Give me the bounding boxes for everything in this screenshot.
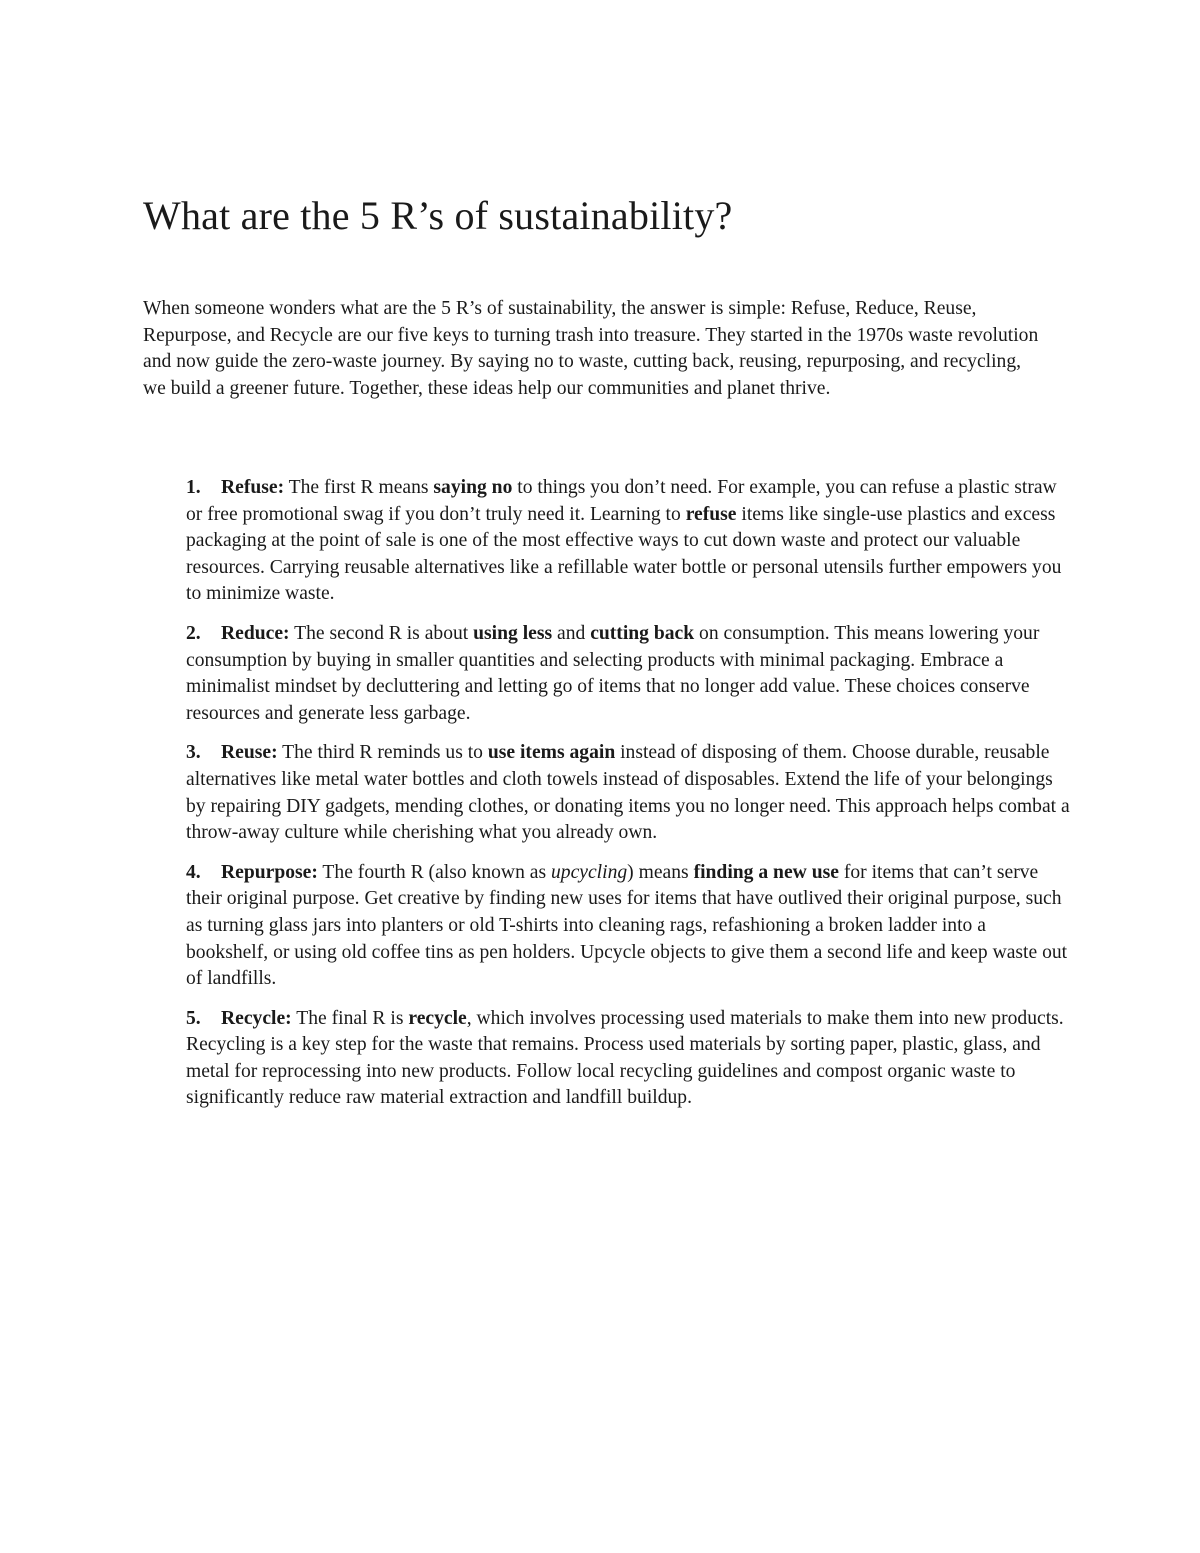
list-item-repurpose	[0, 860, 1200, 993]
list-number: 5.	[186, 1007, 201, 1029]
item-term: Reduce:	[221, 622, 290, 644]
emphasis: finding a new use	[693, 861, 839, 883]
italic-term: upcycling	[551, 861, 628, 883]
emphasis: using less	[473, 622, 553, 644]
emphasis: use items again	[487, 742, 616, 764]
list-item-reuse	[0, 740, 1200, 846]
list-item-text: Refuse: The first R means saying no to things you don’t need. For example, you can refuse a plastic straw or free promotional swag if you don’t truly need it. Learning to refuse items like single-use plastics and excess packaging at the point of sale is one of the most effective ways to cut down waste and protect our valuable resources. Carrying reusable alternatives like a refillable water bottle or personal utensils further empowers you to minimize waste.	[186, 477, 1062, 605]
list-number: 4.	[186, 861, 201, 883]
list-number: 1.	[186, 477, 201, 498]
item-term: Refuse:	[221, 477, 285, 498]
list-number: 2.	[186, 622, 201, 644]
list-item-text: Recycle: The final R is recycle, which involves processing used materials to make them into new products. Recycling is a key step for the waste that remains. Process used materials by sorting paper, plastic, glass, and metal for reprocessing into new products. Follow local recycling guidelines and compost organic waste to significantly reduce raw material extraction and landfill buildup.	[186, 1007, 1064, 1109]
emphasis: refuse	[685, 503, 737, 525]
page-title: What are the 5 R’s of sustainability?	[143, 193, 733, 238]
intro-paragraph: When someone wonders what are the 5 R’s of sustainability, the answer is simple: Refuse, Reduce, Reuse, Repurpose, and Recycle are our five keys to turning trash into treasure. They started in the 1970s waste revolution and now guide the zero-waste journey. By saying no to waste, cutting back, reusing, repurposing, and recycling, we build a greener future. Together, these ideas help our communities and planet thrive.	[143, 298, 1039, 399]
list-number: 3.	[186, 742, 201, 764]
item-term: Repurpose:	[221, 861, 318, 883]
list-item-text: Repurpose: The fourth R (also known as upcycling) means finding a new use for items that can’t serve their original purpose. Get creative by finding new uses for items that have outlived their original purpose, such as turning glass jars into planters or old T-shirts into cleaning rags, refashioning a broken ladder into a bookshelf, or using old coffee tins as pen holders. Upcycle objects to give them a second life and keep waste out of landfills.	[186, 861, 1068, 990]
five-rs-list	[0, 475, 1200, 1125]
list-item-text: Reuse: The third R reminds us to use items again instead of disposing of them. Choose durable, reusable alternatives like metal water bottles and cloth towels instead of disposables. Extend the life of your belongings by repairing DIY gadgets, mending clothes, or donating items you no longer need. This approach helps combat a throw-away culture while cherishing what you already own.	[186, 742, 1070, 844]
list-item-refuse	[0, 475, 1200, 608]
list-item-recycle	[0, 1006, 1200, 1112]
item-term: Reuse:	[221, 742, 278, 764]
emphasis: saying no	[433, 477, 513, 498]
emphasis: cutting back	[590, 622, 695, 644]
item-term: Recycle:	[221, 1007, 292, 1029]
emphasis: recycle	[408, 1007, 467, 1029]
list-item-reduce	[0, 621, 1200, 727]
list-item-text: Reduce: The second R is about using less and cutting back on consumption. This means lowering your consumption by buying in smaller quantities and selecting products with minimal packaging. Embrace a minimalist mindset by decluttering and letting go of items that no longer add value. These choices conserve resources and generate less garbage.	[186, 622, 1040, 724]
